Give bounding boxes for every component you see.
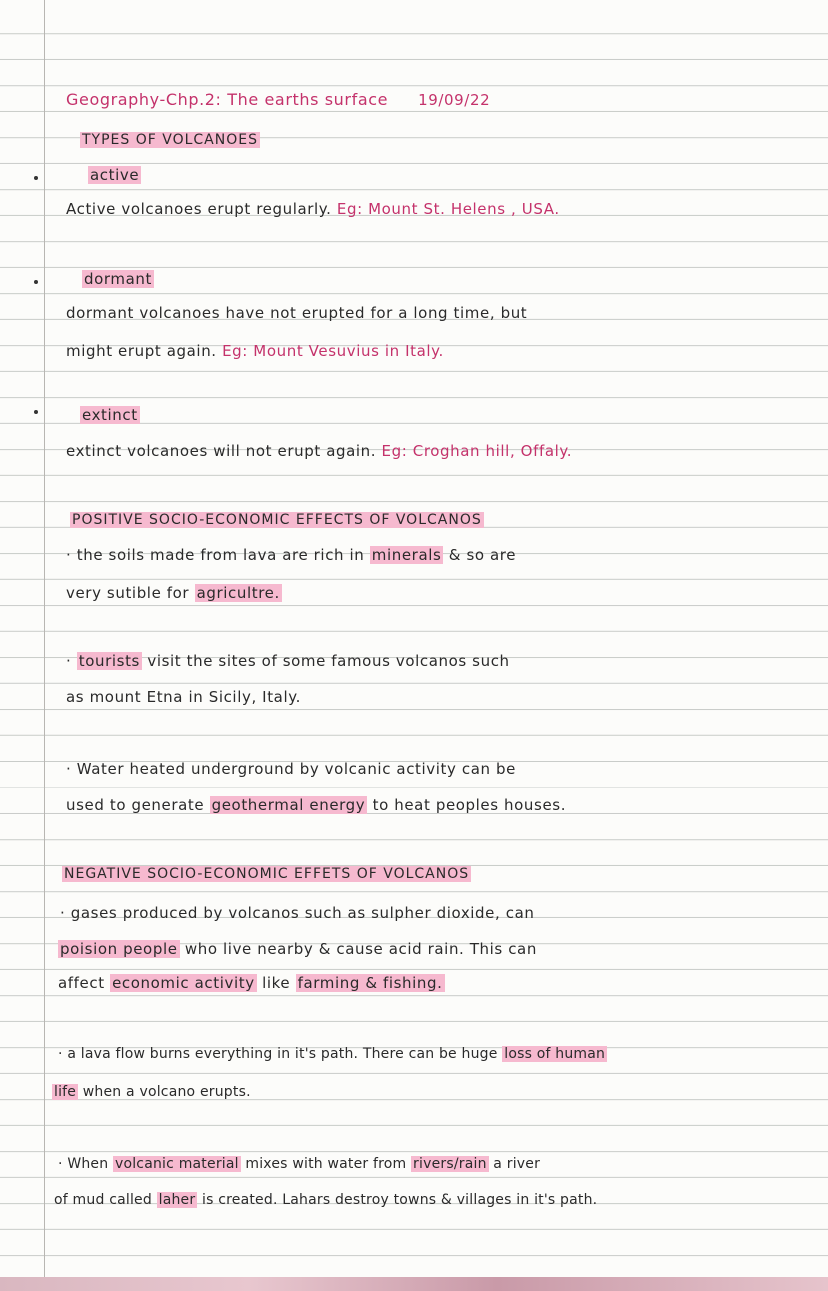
negative-p3-line1: · When volcanic material mixes with water from rivers/rain a river xyxy=(58,1156,541,1172)
extinct-label: extinct xyxy=(82,406,138,424)
bullet-dot xyxy=(34,280,38,284)
negative-p1-line2: poision people who live nearby & cause acid rain. This can xyxy=(60,940,537,958)
page-bottom-edge xyxy=(0,1277,828,1291)
page-date: 19/09/22 xyxy=(418,91,491,109)
dormant-label: dormant xyxy=(84,270,152,288)
title-line xyxy=(66,90,788,109)
margin-line xyxy=(44,0,45,1291)
positive-p2-line1: · tourists visit the sites of some famous volcanos such xyxy=(66,652,510,670)
page-title: Geography-Chp.2: The earths surface xyxy=(66,90,389,109)
bullet-dot xyxy=(34,410,38,414)
negative-p1-line1: · gases produced by volcanos such as sulpher dioxide, can xyxy=(60,904,535,922)
negative-p1-line3: affect economic activity like farming & fishing. xyxy=(58,974,443,992)
positive-p3-line2: used to generate geothermal energy to heat peoples houses. xyxy=(66,796,567,814)
dormant-text-2: might erupt again. Eg: Mount Vesuvius in Italy. xyxy=(66,342,444,360)
dormant-text-1: dormant volcanoes have not erupted for a long time, but xyxy=(66,304,528,322)
negative-p2-line2: life when a volcano erupts. xyxy=(54,1084,251,1100)
active-text: Active volcanoes erupt regularly. Eg: Mount St. Helens , USA. xyxy=(66,200,560,218)
positive-p1-line1: · the soils made from lava are rich in minerals & so are xyxy=(66,546,517,564)
negative-p2-line1: · a lava flow burns everything in it's path. There can be huge loss of human xyxy=(58,1046,606,1062)
negative-heading: NEGATIVE SOCIO-ECONOMIC EFFETS OF VOLCANOS xyxy=(64,866,470,882)
extinct-text: extinct volcanoes will not erupt again. Eg: Croghan hill, Offaly. xyxy=(66,442,573,460)
positive-p3-line1: · Water heated underground by volcanic activity can be xyxy=(66,760,516,778)
positive-heading: POSITIVE SOCIO-ECONOMIC EFFECTS OF VOLCANOS xyxy=(72,512,482,528)
types-heading: TYPES OF VOLCANOES xyxy=(82,132,258,148)
positive-p1-line2: very sutible for agricultre. xyxy=(66,584,280,602)
bullet-dot xyxy=(34,176,38,180)
active-label: active xyxy=(90,166,140,184)
negative-p3-line2: of mud called laher is created. Lahars destroy towns & villages in it's path. xyxy=(54,1192,598,1208)
positive-p2-line2: as mount Etna in Sicily, Italy. xyxy=(66,688,301,706)
